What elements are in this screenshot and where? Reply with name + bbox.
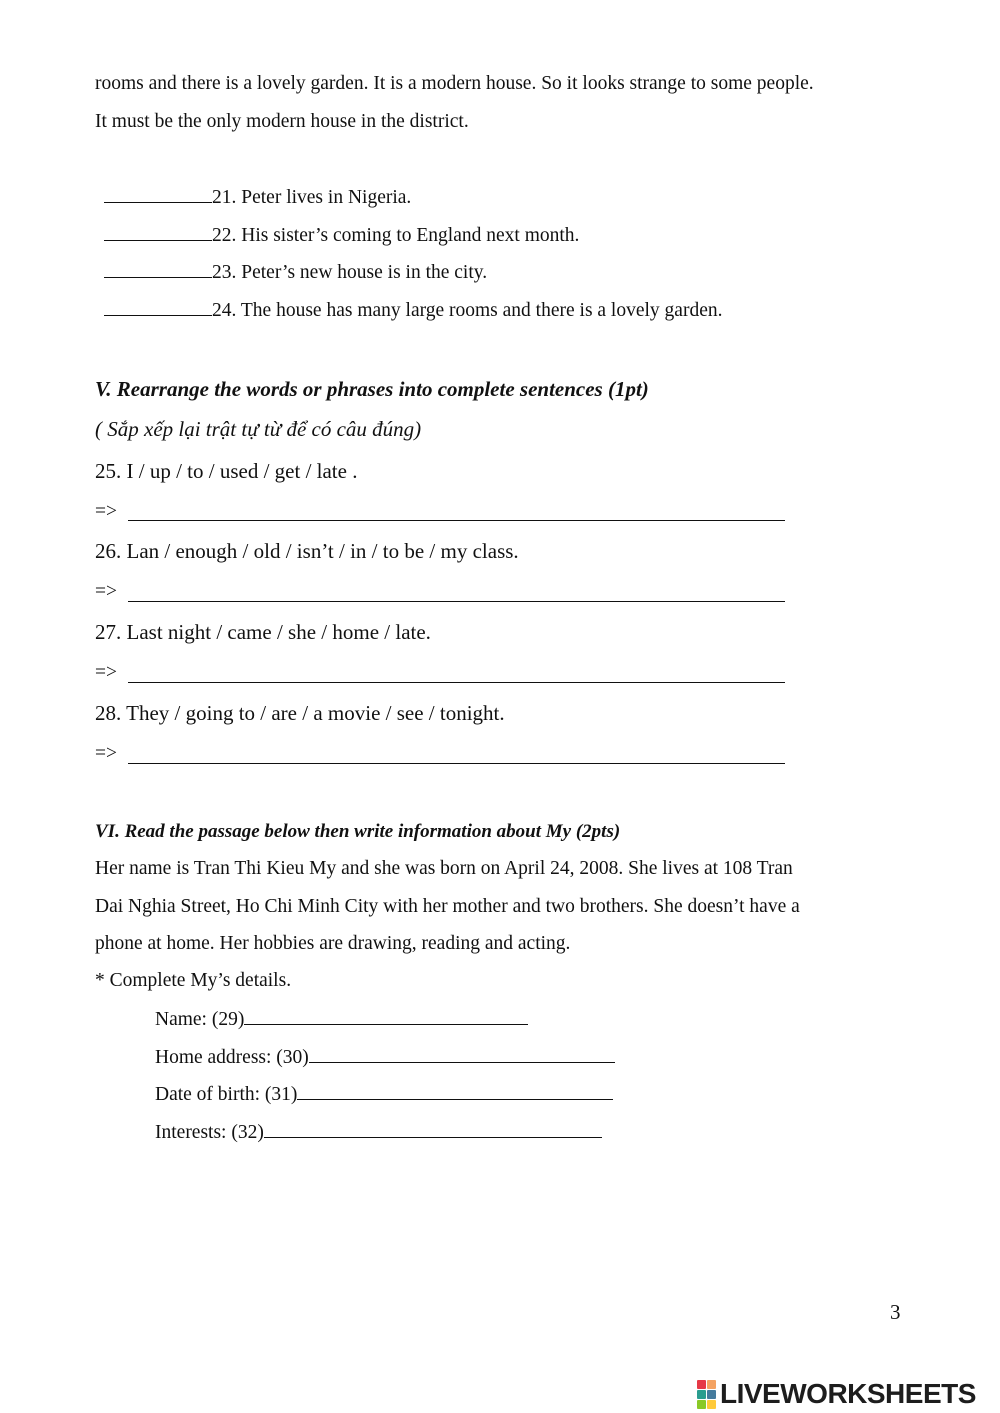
- question-28-prompt: 28. They / going to / are / a movie / see / tonight.: [95, 701, 505, 725]
- passage-line-2: It must be the only modern house in the district.: [95, 111, 469, 132]
- logo-tile: [697, 1400, 706, 1409]
- date-of-birth-field-blank[interactable]: [297, 1082, 613, 1100]
- passage-2-line-2: Dai Nghia Street, Ho Chi Minh City with her mother and two brothers. She doesn’t have a: [95, 896, 800, 917]
- section-5-subheading: ( Sắp xếp lại trật tự từ để có câu đúng): [95, 417, 422, 441]
- logo-tile: [697, 1380, 706, 1389]
- answer-line-27[interactable]: [128, 682, 785, 683]
- logo-tile: [707, 1390, 716, 1399]
- arrow-25: =>: [95, 501, 117, 522]
- question-27-prompt: 27. Last night / came / she / home / late.: [95, 620, 431, 644]
- date-of-birth-field-row: [155, 1082, 613, 1107]
- name-field-row: [155, 1007, 528, 1032]
- section-5-heading: V. Rearrange the words or phrases into complete sentences (1pt): [95, 377, 649, 401]
- passage-line-1: rooms and there is a lovely garden. It is a modern house. So it looks strange to some people.: [95, 73, 814, 94]
- answer-line-28[interactable]: [128, 763, 785, 764]
- arrow-27: =>: [95, 662, 117, 683]
- section-6-heading: VI. Read the passage below then write information about My (2pts): [95, 821, 621, 842]
- interests-field-row: [155, 1120, 602, 1145]
- question-26-prompt: 26. Lan / enough / old / isn’t / in / to be / my class.: [95, 539, 519, 563]
- logo-tile: [707, 1400, 716, 1409]
- answer-blank-24[interactable]: [104, 298, 212, 316]
- logo-tile: [707, 1380, 716, 1389]
- answer-blank-22[interactable]: [104, 223, 212, 241]
- details-instruction: * Complete My’s details.: [95, 970, 292, 991]
- answer-line-26[interactable]: [128, 601, 785, 602]
- answer-line-25[interactable]: [128, 520, 785, 521]
- item-label: 21. Peter lives in Nigeria.: [212, 187, 412, 208]
- answer-blank-21[interactable]: [104, 185, 212, 203]
- arrow-28: =>: [95, 743, 117, 764]
- true-false-item-24: [104, 298, 722, 323]
- brand-name: LIVEWORKSHEETS: [720, 1378, 976, 1409]
- item-label: 23. Peter’s new house is in the city.: [212, 262, 488, 283]
- question-25-prompt: 25. I / up / to / used / get / late .: [95, 459, 358, 483]
- liveworksheets-logo-icon: [697, 1380, 716, 1409]
- item-label: 22. His sister’s coming to England next month.: [212, 225, 580, 246]
- true-false-item-23: [104, 260, 487, 285]
- passage-2-line-3: phone at home. Her hobbies are drawing, reading and acting.: [95, 933, 571, 954]
- home-address-field-label: Home address: (30): [155, 1047, 309, 1068]
- home-address-field-row: [155, 1045, 615, 1070]
- interests-field-label: Interests: (32): [155, 1122, 264, 1143]
- true-false-item-22: [104, 223, 579, 248]
- logo-tile: [697, 1390, 706, 1399]
- page-number: 3: [890, 1300, 901, 1324]
- arrow-26: =>: [95, 581, 117, 602]
- liveworksheets-brand[interactable]: [697, 1378, 976, 1410]
- item-label: 24. The house has many large rooms and there is a lovely garden.: [212, 300, 723, 321]
- answer-blank-23[interactable]: [104, 260, 212, 278]
- passage-2-line-1: Her name is Tran Thi Kieu My and she was born on April 24, 2008. She lives at 108 Tran: [95, 858, 793, 879]
- name-field-blank[interactable]: [244, 1007, 528, 1025]
- true-false-item-21: [104, 185, 411, 210]
- date-of-birth-field-label: Date of birth: (31): [155, 1084, 298, 1105]
- name-field-label: Name: (29): [155, 1009, 245, 1030]
- home-address-field-blank[interactable]: [309, 1045, 615, 1063]
- interests-field-blank[interactable]: [264, 1120, 602, 1138]
